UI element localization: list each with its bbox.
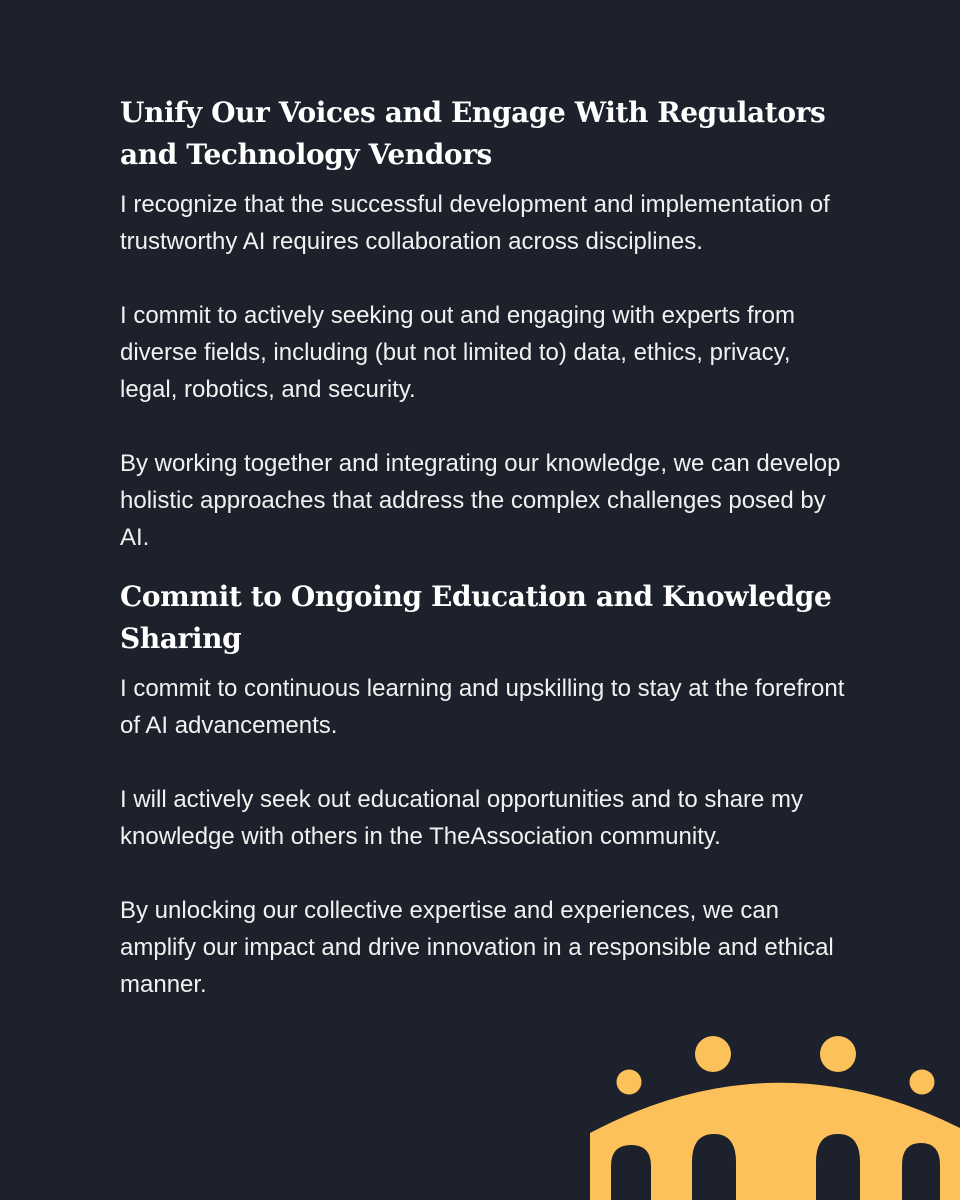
paragraph-collaboration: I recognize that the successful development and implementation of trustworthy AI requires collaboration across disciplines. <box>120 191 830 255</box>
section-heading-ongoing-education: Commit to Ongoing Education and Knowledge Sharing <box>120 580 832 655</box>
paragraph-collective-expertise: By unlocking our collective expertise and experiences, we can amplify our impact and drive innovation in a responsible and ethical manner. <box>120 897 834 998</box>
pledge-content <box>120 92 850 1040</box>
logo-head-right-small <box>910 1070 935 1095</box>
logo-head-left-small <box>617 1070 642 1095</box>
logo-head-left-large <box>695 1036 731 1072</box>
paragraph-engage-experts: I commit to actively seeking out and engaging with experts from diverse fields, including (but not limited to) data, ethics, privacy, legal, robotics, and security. <box>120 302 795 403</box>
paragraph-continuous-learning: I commit to continuous learning and upskilling to stay at the forefront of AI advancements. <box>120 675 845 739</box>
section-heading-unify-voices: Unify Our Voices and Engage With Regulators and Technology Vendors <box>120 96 826 171</box>
logo-head-right-large <box>820 1036 856 1072</box>
paragraph-share-knowledge: I will actively seek out educational opportunities and to share my knowledge with others in the TheAssociation community. <box>120 786 804 850</box>
paragraph-working-together: By working together and integrating our knowledge, we can develop holistic approaches that address the complex challenges posed by AI. <box>120 450 841 551</box>
logo-arch-body <box>590 1083 960 1200</box>
